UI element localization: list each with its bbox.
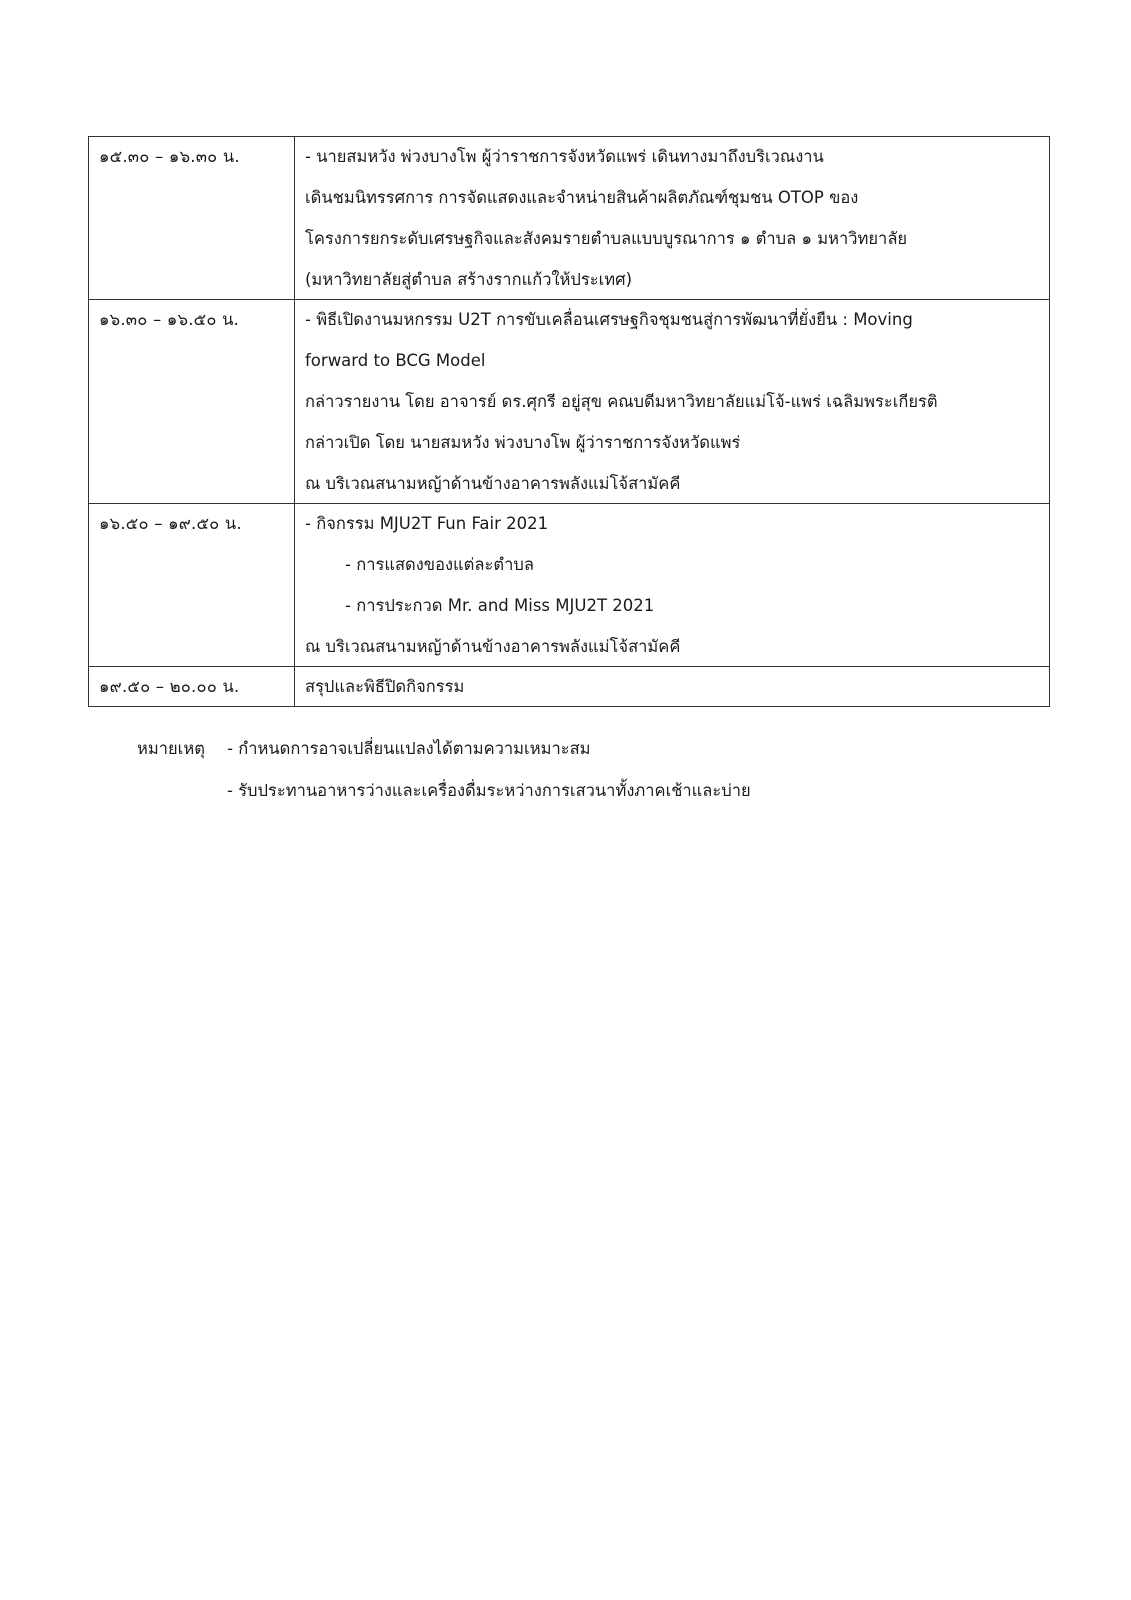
description-cell bbox=[295, 137, 1050, 300]
description-line: - พิธีเปิดงานมหกรรม U2T การขับเคลื่อนเศรษฐกิจชุมชนสู่การพัฒนาที่ยั่งยืน : Moving bbox=[305, 310, 913, 329]
description-line: - นายสมหวัง พ่วงบางโพ ผู้ว่าราชการจังหวัดแพร่ เดินทางมาถึงบริเวณงาน bbox=[305, 147, 824, 166]
description-subline: - การประกวด Mr. and Miss MJU2T 2021 bbox=[345, 596, 655, 615]
description-cell bbox=[295, 300, 1050, 504]
time-text: ๑๕.๓๐ – ๑๖.๓๐ น. bbox=[99, 147, 240, 166]
time-cell bbox=[89, 667, 295, 707]
description-line: เดินชมนิทรรศการ การจัดแสดงและจำหน่ายสินค้าผลิตภัณฑ์ชุมชน OTOP ของ bbox=[305, 188, 859, 207]
description-subline: - การแสดงของแต่ละตำบล bbox=[345, 555, 534, 574]
notes-section bbox=[137, 736, 751, 820]
table-row bbox=[89, 300, 1050, 504]
description-line: ณ บริเวณสนามหญ้าด้านข้างอาคารพลังแม่โจ้สามัคคี bbox=[305, 474, 681, 493]
note-row bbox=[137, 778, 751, 820]
note-item: - กำหนดการอาจเปลี่ยนแปลงได้ตามความเหมาะสม bbox=[227, 739, 591, 758]
time-text: ๑๙.๕๐ – ๒๐.๐๐ น. bbox=[99, 677, 240, 696]
description-cell bbox=[295, 667, 1050, 707]
note-item: - รับประทานอาหารว่างและเครื่องดื่มระหว่างการเสวนาทั้งภาคเช้าและบ่าย bbox=[227, 781, 751, 800]
description-line: ณ บริเวณสนามหญ้าด้านข้างอาคารพลังแม่โจ้สามัคคี bbox=[305, 637, 681, 656]
table-row bbox=[89, 137, 1050, 300]
schedule-table bbox=[88, 136, 1050, 707]
description-line: (มหาวิทยาลัยสู่ตำบล สร้างรากแก้วให้ประเทศ) bbox=[305, 270, 633, 289]
time-cell bbox=[89, 300, 295, 504]
description-line: โครงการยกระดับเศรษฐกิจและสังคมรายตำบลแบบบูรณาการ ๑ ตำบล ๑ มหาวิทยาลัย bbox=[305, 229, 908, 248]
time-cell bbox=[89, 504, 295, 667]
note-row bbox=[137, 736, 751, 778]
time-text: ๑๖.๕๐ – ๑๙.๕๐ น. bbox=[99, 514, 242, 533]
description-cell bbox=[295, 504, 1050, 667]
notes-label: หมายเหตุ bbox=[137, 739, 205, 758]
time-cell bbox=[89, 137, 295, 300]
description-line: - กิจกรรม MJU2T Fun Fair 2021 bbox=[305, 514, 549, 533]
time-text: ๑๖.๓๐ – ๑๖.๕๐ น. bbox=[99, 310, 240, 329]
description-line: กล่าวรายงาน โดย อาจารย์ ดร.ศุกรี อยู่สุข คณบดีมหาวิทยาลัยแม่โจ้-แพร่ เฉลิมพระเกียรติ bbox=[305, 392, 938, 411]
description-line: สรุปและพิธีปิดกิจกรรม bbox=[305, 677, 465, 696]
description-line: กล่าวเปิด โดย นายสมหวัง พ่วงบางโพ ผู้ว่าราชการจังหวัดแพร่ bbox=[305, 433, 741, 452]
table-row bbox=[89, 667, 1050, 707]
table-row bbox=[89, 504, 1050, 667]
description-line: forward to BCG Model bbox=[305, 351, 486, 370]
